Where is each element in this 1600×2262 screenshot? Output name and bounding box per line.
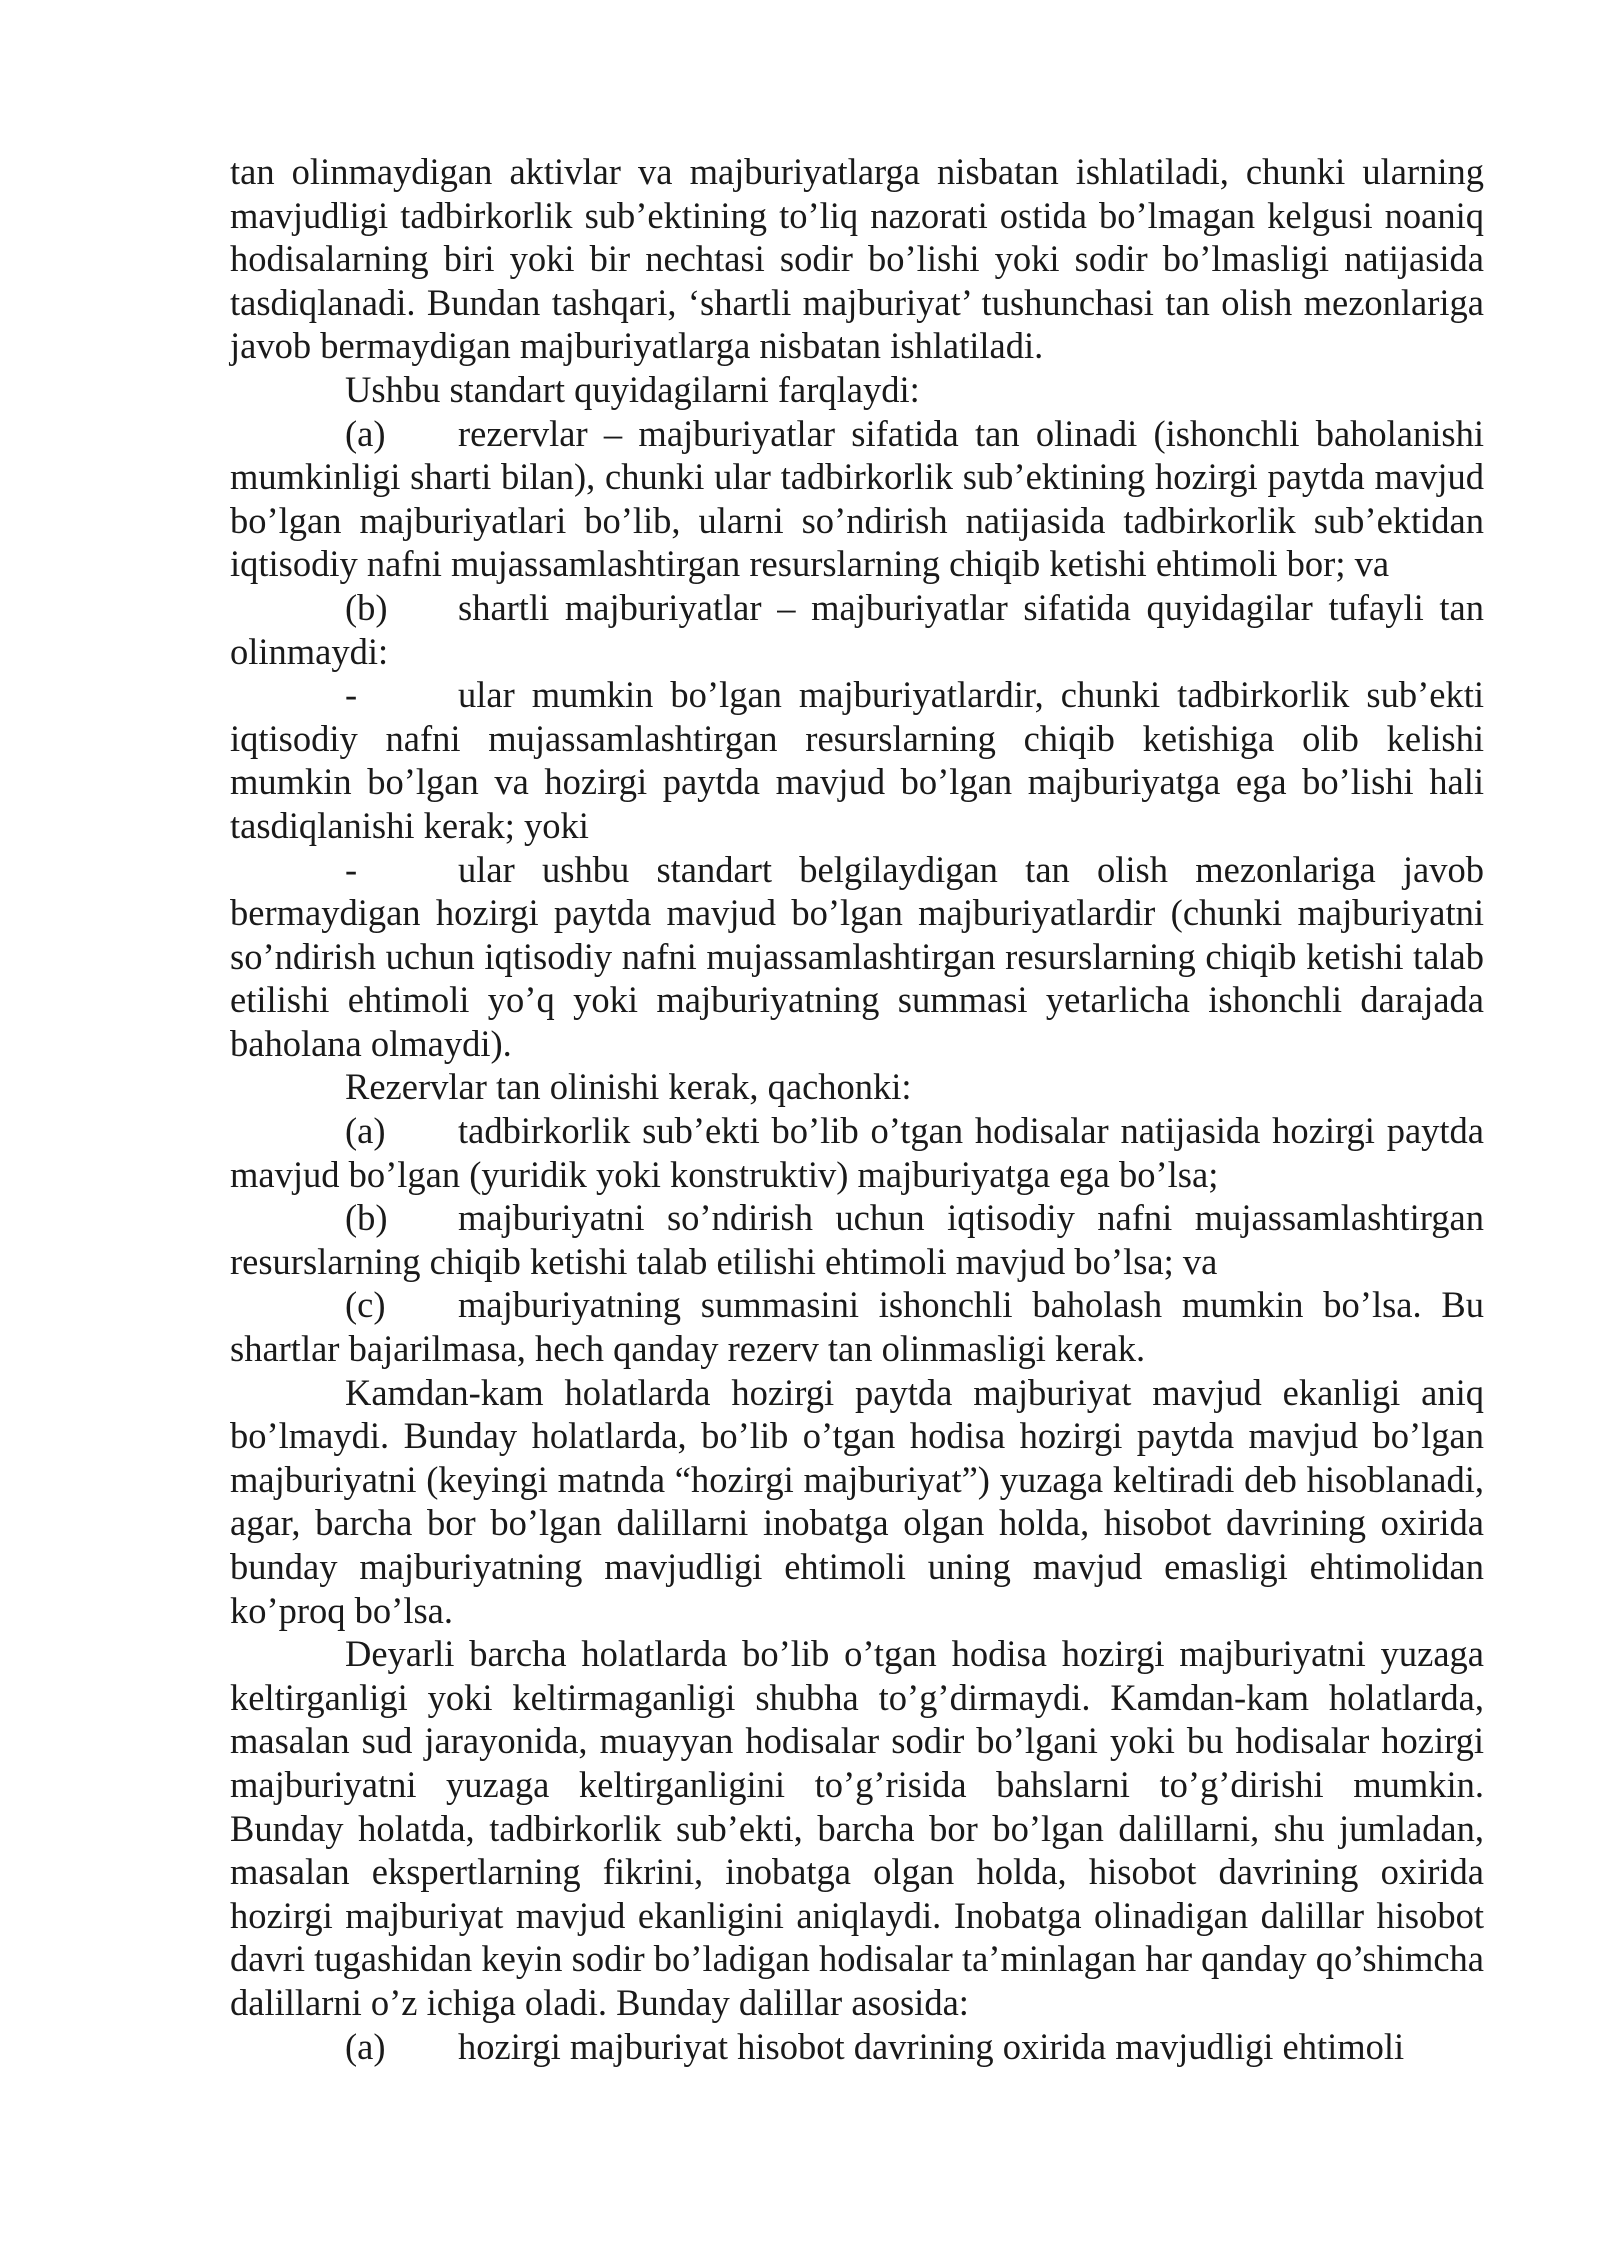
- list-item-label: -: [345, 674, 358, 716]
- paragraph: Deyarli barcha holatlarda bo’lib o’tgan hodisa hozirgi majburiyatni yuzaga keltirganligi yoki keltirmaganligi shubha to’g’dirmaydi. Kamdan-kam holatlarda, masalan sud jarayonida, muayyan hodisalar sodir bo’lgani yoki bu hodisalar hozirgi majburiyatni yuzaga keltirganligini to’g’risida bahslarni to’g’dirishi mumkin. Bunday holatda, tadbirkorlik sub’ekti, barcha bor bo’lgan dalillarni, shu jumladan, masalan ekspertlarning fikrini, inobatga olgan holda, hisobot davrining oxirida hozirgi majburiyat mavjud ekanligini aniqlaydi. Inobatga olinadigan dalillar hisobot davri tugashidan keyin sodir bo’ladigan hodisalar ta’minlagan har qanday qo’shimcha dalillarni o’z ichiga oladi. Bunday dalillar asosida:: [230, 1633, 1484, 2023]
- list-item-text: ular mumkin bo’lgan majburiyatlardir, chunki tadbirkorlik sub’ekti iqtisodiy nafni mujassamlashtirgan resurslarning chiqib ketishiga olib kelishi mumkin bo’lgan va hozirgi paytda mavjud bo’lgan majburiyatga ega bo’lishi hali tasdiqlanishi kerak; yoki: [230, 674, 1484, 846]
- list-item-text: majburiyatni so’ndirish uchun iqtisodiy nafni mujassamlashtirgan resurslarning chiqib ketishi talab etilishi ehtimoli mavjud bo’lsa; va: [230, 1197, 1484, 1282]
- list-item-text: rezervlar – majburiyatlar sifatida tan olinadi (ishonchli baholanishi mumkinligi sharti bilan), chunki ular tadbirkorlik sub’ektining hozirgi paytda mavjud bo’lgan majburiyatlari bo’lib, ularni so’ndirish natijasida tadbirkorlik sub’ektidan iqtisodiy nafni mujassamlashtirgan resurslarning chiqib ketishi ehtimoli bor; va: [230, 412, 1484, 585]
- list-item-label: (a): [345, 2025, 386, 2067]
- paragraph: Kamdan-kam holatlarda hozirgi paytda majburiyat mavjud ekanligi aniq bo’lmaydi. Bunday holatlarda, bo’lib o’tgan hodisa hozirgi paytda mavjud bo’lgan majburiyatni (keyingi matnda “hozirgi majburiyat”) yuzaga keltiradi deb hisoblanadi, agar, barcha bor bo’lgan dalillarni inobatga olgan holda, hisobot davrining oxirida bunday majburiyatning mavjudligi ehtimoli uning mavjud emasligi ehtimolidan ko’proq bo’lsa.: [230, 1371, 1484, 1631]
- list-item-label: (b): [345, 1197, 388, 1239]
- paragraph: Ushbu standart quyidagilarni farqlaydi:: [345, 368, 920, 410]
- list-item: [230, 412, 1484, 586]
- list-item-label: (b): [345, 586, 388, 628]
- list-item-text: hozirgi majburiyat hisobot davrining oxirida mavjudligi ehtimoli: [458, 2025, 1405, 2067]
- list-item: [230, 2025, 1484, 2069]
- list-item-label: (a): [345, 412, 386, 454]
- list-item-text: shartli majburiyatlar – majburiyatlar sifatida quyidagilar tufayli tan olinmaydi:: [230, 586, 1484, 672]
- list-item: [230, 673, 1484, 847]
- list-item-label: (c): [345, 1284, 386, 1326]
- list-item-text: majburiyatning summasini ishonchli baholash mumkin bo’lsa. Bu shartlar bajarilmasa, hech qanday rezerv tan olinmasligi kerak.: [230, 1284, 1484, 1370]
- list-item: [230, 1196, 1484, 1283]
- list-item: [230, 1283, 1484, 1370]
- list-item: [230, 1109, 1484, 1196]
- paragraph: Rezervlar tan olinishi kerak, qachonki:: [345, 1066, 912, 1108]
- list-item: [230, 848, 1484, 1066]
- list-item-label: -: [345, 848, 358, 890]
- list-item: [230, 586, 1484, 673]
- list-item-text: ular ushbu standart belgilaydigan tan olish mezonlariga javob bermaydigan hozirgi paytda mavjud bo’lgan majburiyatlardir (chunki majburiyatni so’ndirish uchun iqtisodiy nafni mujassamlashtirgan resurslarning chiqib ketishi talab etilishi ehtimoli yo’q yoki majburiyatning summasi yetarlicha ishonchli darajada baholana olmaydi).: [230, 848, 1484, 1064]
- document-body: [230, 150, 1484, 2068]
- list-item-text: tadbirkorlik sub’ekti bo’lib o’tgan hodisalar natijasida hozirgi paytda mavjud bo’lgan (yuridik yoki konstruktiv) majburiyatga ega bo’lsa;: [230, 1110, 1484, 1195]
- paragraph: tan olinmaydigan aktivlar va majburiyatlarga nisbatan ishlatiladi, chunki ularning mavjudligi tadbirkorlik sub’ektining to’liq nazorati ostida bo’lmagan kelgusi noaniq hodisalarning biri yoki bir nechtasi sodir bo’lishi yoki sodir bo’lmasligi natijasida tasdiqlanadi. Bundan tashqari, ‘shartli majburiyat’ tushunchasi tan olish mezonlariga javob bermaydigan majburiyatlarga nisbatan ishlatiladi.: [230, 151, 1484, 367]
- list-item-label: (a): [345, 1110, 386, 1152]
